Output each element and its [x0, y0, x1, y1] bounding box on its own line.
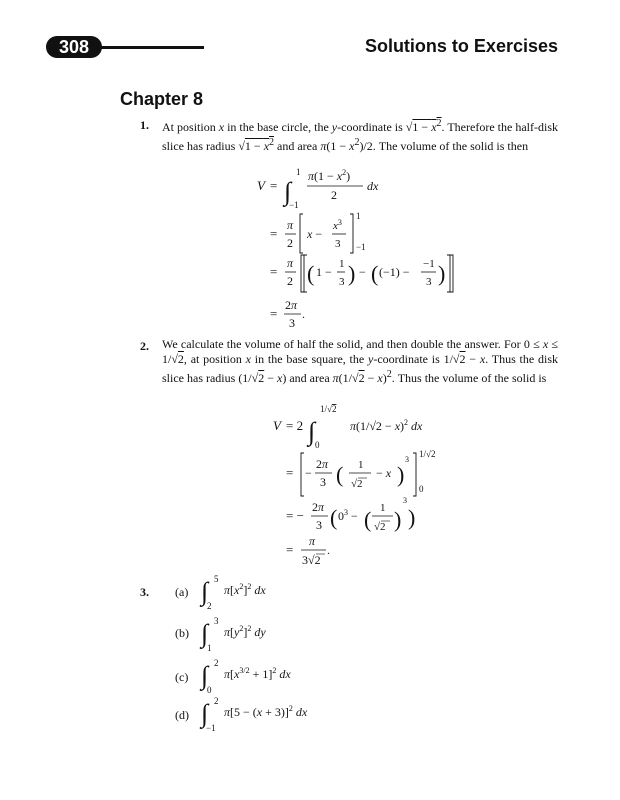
- svg-text:3: 3: [320, 475, 326, 489]
- svg-text:0: 0: [315, 440, 320, 450]
- svg-text:3: 3: [214, 616, 219, 626]
- svg-text:= 2: = 2: [286, 418, 304, 433]
- svg-text:π[x2]2 dx: $\pi[x^2]^2$ dx: [224, 582, 266, 597]
- svg-text:dx: dx: [367, 179, 379, 193]
- svg-text:0: 0: [207, 685, 212, 695]
- svg-text:2π: 2π: [312, 500, 325, 514]
- problem-2-statement: We calculate the volume of half the solid, and then double the answer. For 0 ≤ x ≤ 1/√2, at position x in the base square, the y-coordinate is 1/√2 − x. Thus the disk slice has radius (1/√2 − x) and area $\pi(1/√2 - x)^2$. Thus the volume of the solid is: [162, 337, 559, 385]
- problem-2-solution: [273, 404, 435, 567]
- svg-text:−: −: [359, 265, 366, 279]
- svg-text:2: 2: [214, 696, 219, 706]
- svg-text:3: 3: [289, 316, 295, 330]
- svg-text:3: 3: [405, 455, 409, 464]
- svg-text:2: 2: [207, 601, 212, 611]
- svg-text:2: 2: [331, 188, 337, 202]
- problem-3c-label: (c): [175, 670, 189, 684]
- svg-text:(−1) −: (−1) −: [379, 265, 410, 279]
- svg-text:V: V: [257, 178, 265, 193]
- svg-text:V: V: [273, 418, 281, 433]
- problem-2-number: 2.: [140, 339, 149, 353]
- svg-text:π[x3/2 + 1]2 dx: $\pi[x^{3/2} + 1]^2$ dx: [224, 666, 291, 681]
- svg-text:π[y2]2 dy: $\pi[y^2]^2$ dy: [224, 624, 266, 639]
- svg-text:(: (: [307, 261, 315, 286]
- problem-1-number: 1.: [140, 118, 149, 132]
- svg-text:(: (: [371, 261, 379, 286]
- svg-text:∫: ∫: [284, 177, 292, 206]
- svg-text:∫: ∫: [201, 661, 209, 690]
- page-number-badge: 308: [46, 36, 102, 58]
- svg-text:2π: 2π: [285, 298, 298, 312]
- svg-text:.: .: [302, 307, 305, 321]
- svg-text:1: 1: [207, 643, 212, 653]
- svg-text:∫: ∫: [308, 417, 316, 446]
- svg-text:.: .: [327, 543, 330, 557]
- svg-text:2π: 2π: [316, 457, 329, 471]
- svg-text:−1: −1: [206, 723, 216, 733]
- svg-text:2: 2: [287, 274, 293, 288]
- svg-text:): ): [348, 261, 356, 286]
- svg-text:3√2: 3√2: [302, 553, 321, 567]
- svg-text:=: =: [286, 542, 294, 557]
- problem-3a-label: (a): [175, 585, 189, 599]
- svg-text:1/√2: 1/√2: [320, 404, 337, 414]
- svg-text:∫: ∫: [201, 577, 209, 606]
- problem-1-statement: At position x in the base circle, the y-coordinate is $√1 - x^2$. Therefore the half-disk slice has radius $√1 - x^2$ and area $\pi(1 - x^2)/2$. The volume of the solid is then: [162, 118, 559, 153]
- chapter-title: Chapter 8: [120, 89, 204, 109]
- svg-text:(: (: [336, 462, 344, 487]
- svg-text:3: 3: [339, 276, 345, 288]
- svg-text:3: 3: [335, 238, 341, 250]
- svg-text:=: =: [270, 178, 278, 193]
- svg-text:1/√2: 1/√2: [419, 449, 436, 459]
- svg-text:√2: √2: [374, 521, 386, 533]
- svg-text:−1: −1: [356, 242, 366, 252]
- svg-text:π: π: [287, 256, 294, 270]
- svg-text:1 −: 1 −: [316, 265, 332, 279]
- svg-text:− x: − x: [376, 466, 392, 480]
- svg-text:3: 3: [403, 496, 407, 505]
- problem-3c-expression: [199, 658, 291, 695]
- svg-text:1: 1: [356, 211, 361, 221]
- svg-text:): ): [408, 505, 416, 530]
- svg-text:3: 3: [426, 276, 432, 288]
- svg-text:(: (: [364, 507, 372, 532]
- problem-3-number: 3.: [140, 585, 149, 599]
- svg-text:−1: −1: [289, 200, 299, 210]
- svg-text:=: =: [286, 465, 294, 480]
- problem-3d-expression: [199, 696, 308, 733]
- svg-text:3: 3: [316, 518, 322, 532]
- svg-text:=: =: [270, 306, 278, 321]
- svg-text:): ): [394, 507, 402, 532]
- svg-text:5: 5: [214, 574, 219, 584]
- svg-text:π: π: [309, 534, 316, 548]
- svg-text:1: 1: [380, 502, 386, 514]
- svg-text:π(1/√2 − x)2 dx: $\pi(1/√2 - x)^2$ dx: [350, 418, 423, 433]
- svg-text:x −: x −: [307, 227, 323, 241]
- svg-text:2: 2: [214, 658, 219, 668]
- svg-text:∫: ∫: [201, 619, 209, 648]
- problem-3b-label: (b): [175, 626, 189, 640]
- svg-text:x3: $x^3$: [333, 218, 342, 232]
- svg-text:−1: −1: [423, 258, 435, 270]
- svg-text:2: 2: [287, 236, 293, 250]
- problem-3d-label: (d): [175, 708, 189, 722]
- svg-text:√2: √2: [351, 478, 363, 490]
- svg-text:03 −: $0^3$ −: [338, 508, 358, 523]
- svg-text:−: −: [305, 466, 312, 480]
- svg-text:1: 1: [339, 258, 345, 270]
- problem-1-solution: [257, 167, 453, 330]
- svg-text:0: 0: [419, 484, 424, 494]
- running-head: Solutions to Exercises: [364, 36, 558, 56]
- svg-text:(: (: [330, 505, 338, 530]
- svg-text:∫: ∫: [201, 699, 209, 728]
- svg-text:=: =: [270, 264, 278, 279]
- svg-text:π: π: [287, 218, 294, 232]
- svg-text:): ): [438, 261, 446, 286]
- svg-text:1: 1: [296, 167, 301, 177]
- svg-text:π(1 − x2): $\pi(1 - x^2)$: [308, 168, 351, 183]
- problem-3a-expression: [199, 574, 266, 611]
- svg-text:π[5 − (x + 3)]2 dx: $\pi[5 - (x + 3)]^2$ dx: [224, 704, 308, 719]
- svg-text:= −: = −: [286, 508, 304, 523]
- problem-3b-expression: [199, 616, 266, 653]
- svg-text:=: =: [270, 226, 278, 241]
- svg-text:1: 1: [358, 459, 364, 471]
- svg-text:): ): [397, 462, 405, 487]
